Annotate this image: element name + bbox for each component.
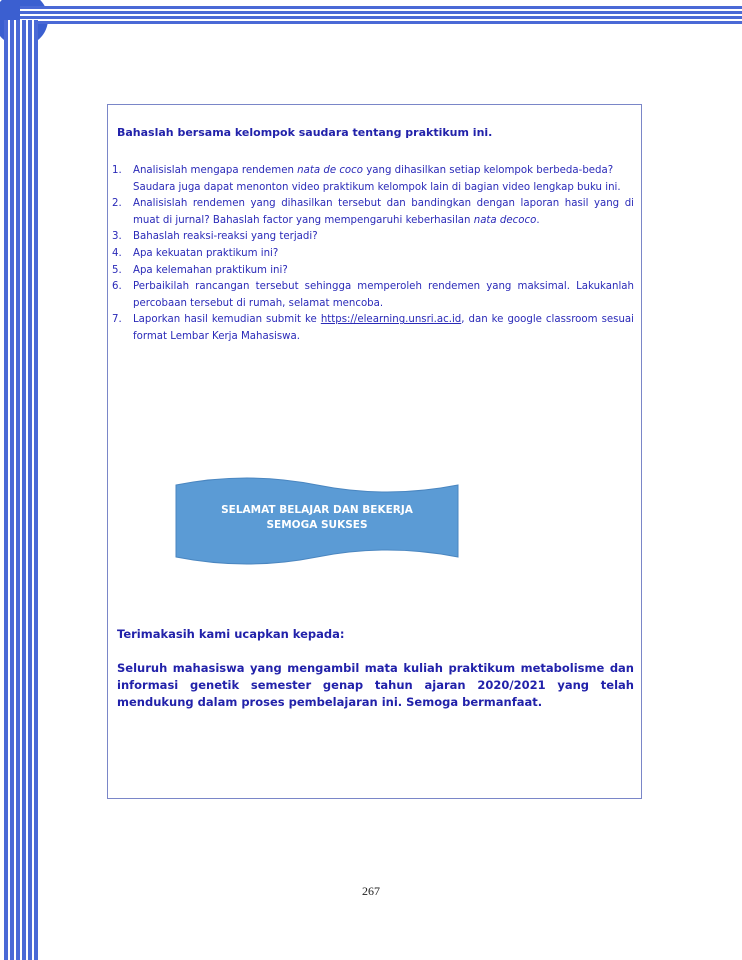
task-text: yang dihasilkan setiap kelompok berbeda-beda? xyxy=(363,165,614,176)
banner-text xyxy=(172,503,462,533)
task-item-5 xyxy=(112,263,634,280)
left-border-stripes xyxy=(4,20,38,960)
task-italic-term: nata decoco xyxy=(473,214,537,226)
task-text: Apa kelemahan praktikum ini? xyxy=(133,264,288,276)
task-text: , dan ke google classroom sesuai format Lembar Kerja Mahasiswa. xyxy=(133,314,634,342)
task-number: 2. xyxy=(112,198,122,210)
task-item-6 xyxy=(112,279,634,312)
task-item-4 xyxy=(112,246,634,263)
task-item-1 xyxy=(112,163,634,196)
task-number: 4. xyxy=(112,247,122,259)
task-text: Laporkan hasil kemudian submit ke xyxy=(133,314,321,326)
elearning-link[interactable]: https://elearning.unsri.ac.id xyxy=(320,314,462,326)
task-text: Apa kekuatan praktikum ini? xyxy=(133,247,279,259)
page-number: 267 xyxy=(362,884,380,898)
discussion-heading: Bahaslah bersama kelompok saudara tentang praktikum ini. xyxy=(117,126,493,139)
task-item-7 xyxy=(112,312,634,345)
task-italic-term: nata de coco xyxy=(297,165,363,176)
task-note: Saudara juga dapat menonton video praktikum kelompok lain di bagian video lengkap buku ini. xyxy=(133,181,621,193)
task-number: 5. xyxy=(112,264,122,276)
banner-ribbon xyxy=(172,475,462,570)
thanks-body: Seluruh mahasiswa yang mengambil mata kuliah praktikum metabolisme dan informasi genetik semester genap tahun ajaran 2020/2021 yang telah mendukung dalam proses pembelajaran ini. Semoga bermanfaat. xyxy=(117,661,634,709)
task-text: Analisislah mengapa rendemen xyxy=(133,165,298,176)
banner-line-1: SELAMAT BELAJAR DAN BEKERJA xyxy=(221,504,413,516)
task-number: 7. xyxy=(112,314,122,326)
thanks-title: Terimakasih kami ucapkan kepada: xyxy=(117,627,345,641)
task-text: Analisislah rendemen yang dihasilkan tersebut dan bandingkan dengan laporan hasil yang di muat di jurnal? Bahaslah factor yang mempengaruhi keberhasilan xyxy=(133,198,634,226)
top-border-stripes xyxy=(20,6,742,24)
task-text: Bahaslah reaksi-reaksi yang terjadi? xyxy=(133,231,318,243)
task-number: 6. xyxy=(112,281,122,293)
task-number: 1. xyxy=(112,165,122,176)
task-list xyxy=(112,163,634,346)
task-text: . xyxy=(536,214,540,226)
task-item-2 xyxy=(112,196,634,229)
task-item-3 xyxy=(112,229,634,246)
banner-line-2: SEMOGA SUKSES xyxy=(266,519,368,531)
task-text: Perbaikilah rancangan tersebut sehingga memperoleh rendemen yang maksimal. Lakukanlah percobaan tersebut di rumah, selamat mencoba. xyxy=(133,281,634,309)
task-number: 3. xyxy=(112,231,122,243)
